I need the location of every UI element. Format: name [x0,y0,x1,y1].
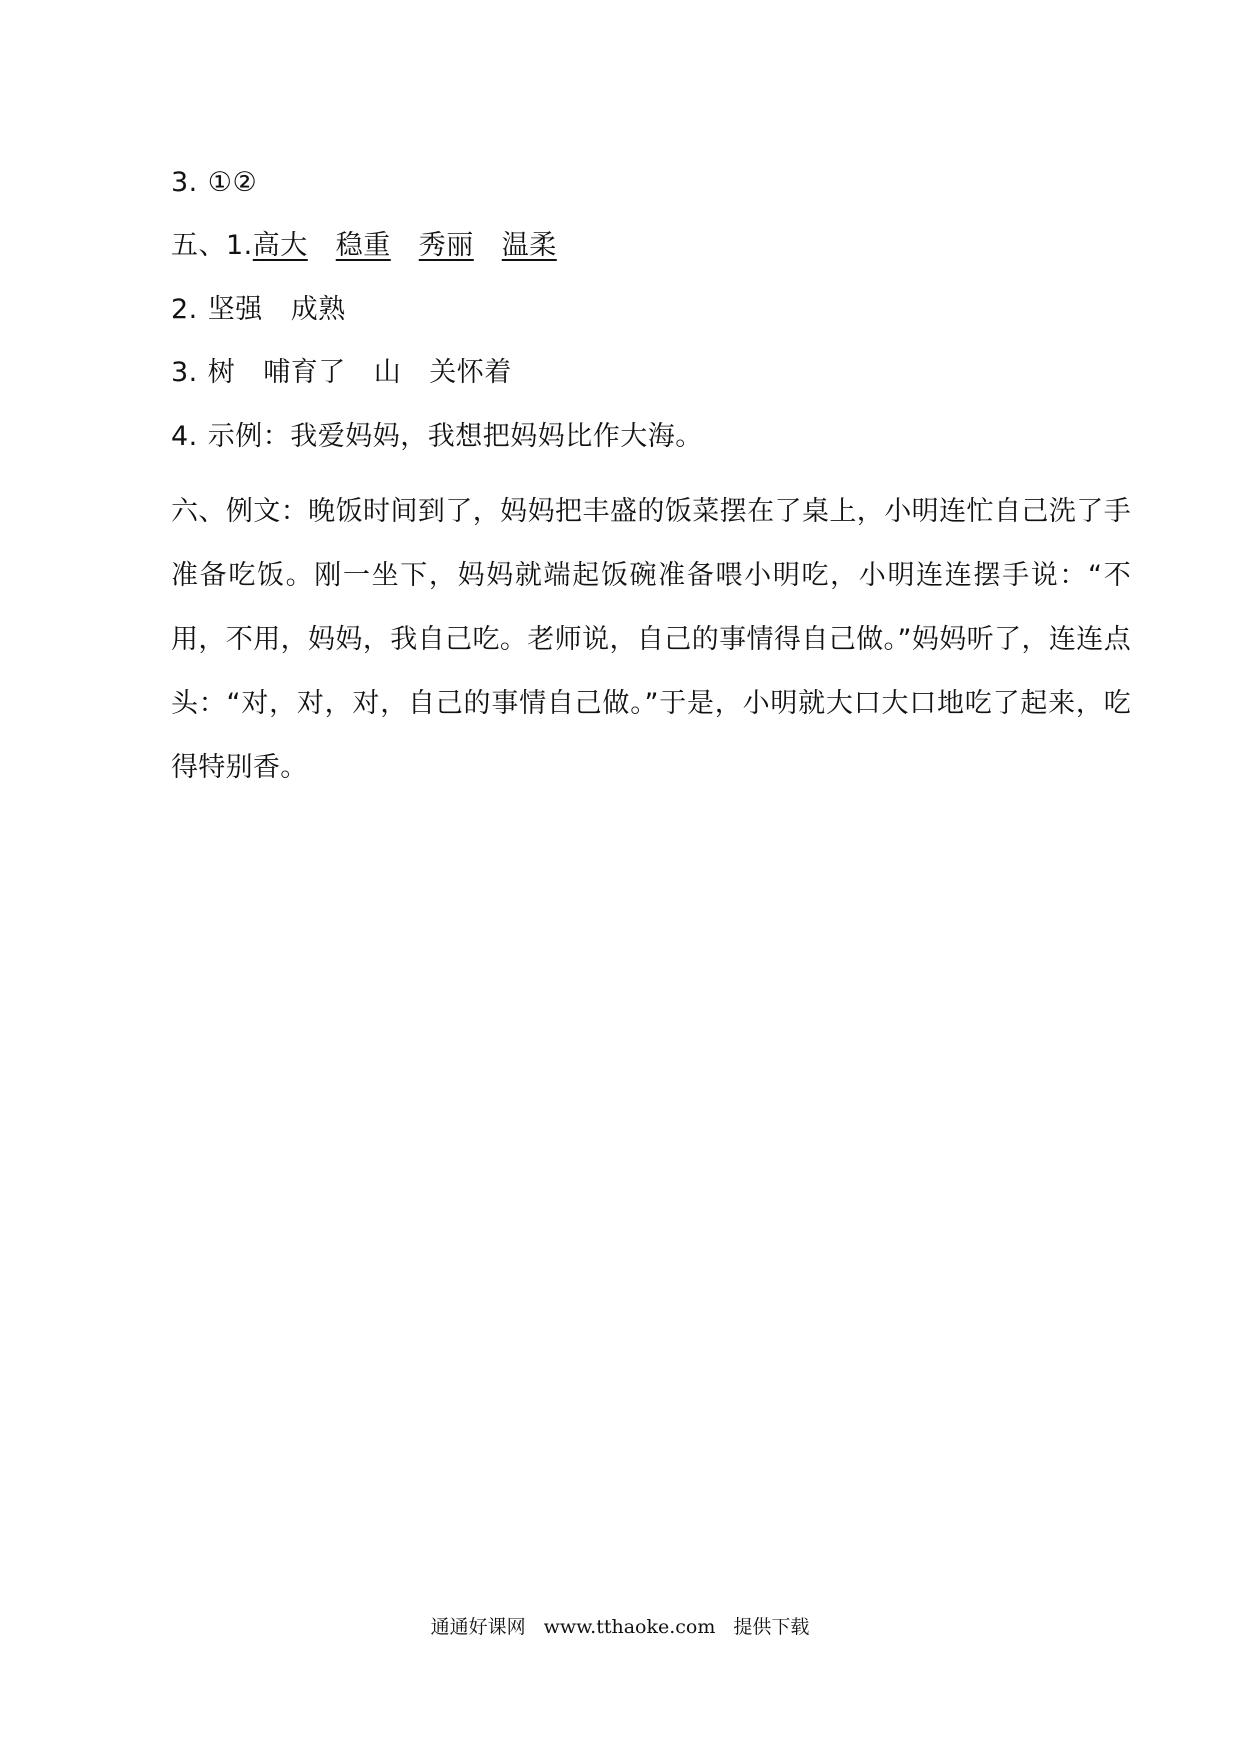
page-footer [0,1613,1240,1641]
answer-word: 山 [373,357,402,388]
item-text: 示例：我爱妈妈，我想把妈妈比作大海。 [207,421,703,452]
answer-word: 坚强 [207,294,263,325]
underlined-word: 高大 [252,230,308,261]
item-text: ①② [207,167,258,198]
answer-item-4 [171,417,703,457]
answer-item-2 [171,290,346,330]
section-5-item-1 [171,226,557,266]
item-number: 4. [171,421,198,452]
answer-word: 哺育了 [263,357,346,388]
underlined-word: 稳重 [335,230,391,261]
sample-essay: 六、例文：晚饭时间到了，妈妈把丰盛的饭菜摆在了桌上，小明连忙自己洗了手准备吃饭。刚一坐下，妈妈就端起饭碗准备喂小明吃，小明连连摆手说：“不用，不用，妈妈，我自己吃。老师说，自己的事情得自己做。”妈妈听了，连连点头：“对，对，对，自己的事情自己做。”于是，小明就大口大口地吃了起来，吃得特别香。 [171,496,1131,783]
underlined-word: 温柔 [501,230,557,261]
section-prefix: 五、1. [171,230,253,261]
footer-suffix: 提供下载 [733,1616,810,1638]
answer-item-3 [171,353,512,393]
answer-word: 关怀着 [429,357,512,388]
item-number: 3. [171,167,198,198]
answer-item-3-circled [171,163,257,203]
answer-word: 成熟 [290,294,346,325]
item-number: 3. [171,357,198,388]
underlined-word: 秀丽 [418,230,474,261]
footer-site-name: 通通好课网 [430,1616,526,1638]
answer-word: 树 [207,357,236,388]
footer-url[interactable]: www.tthaoke.com [543,1616,716,1638]
item-number: 2. [171,294,198,325]
